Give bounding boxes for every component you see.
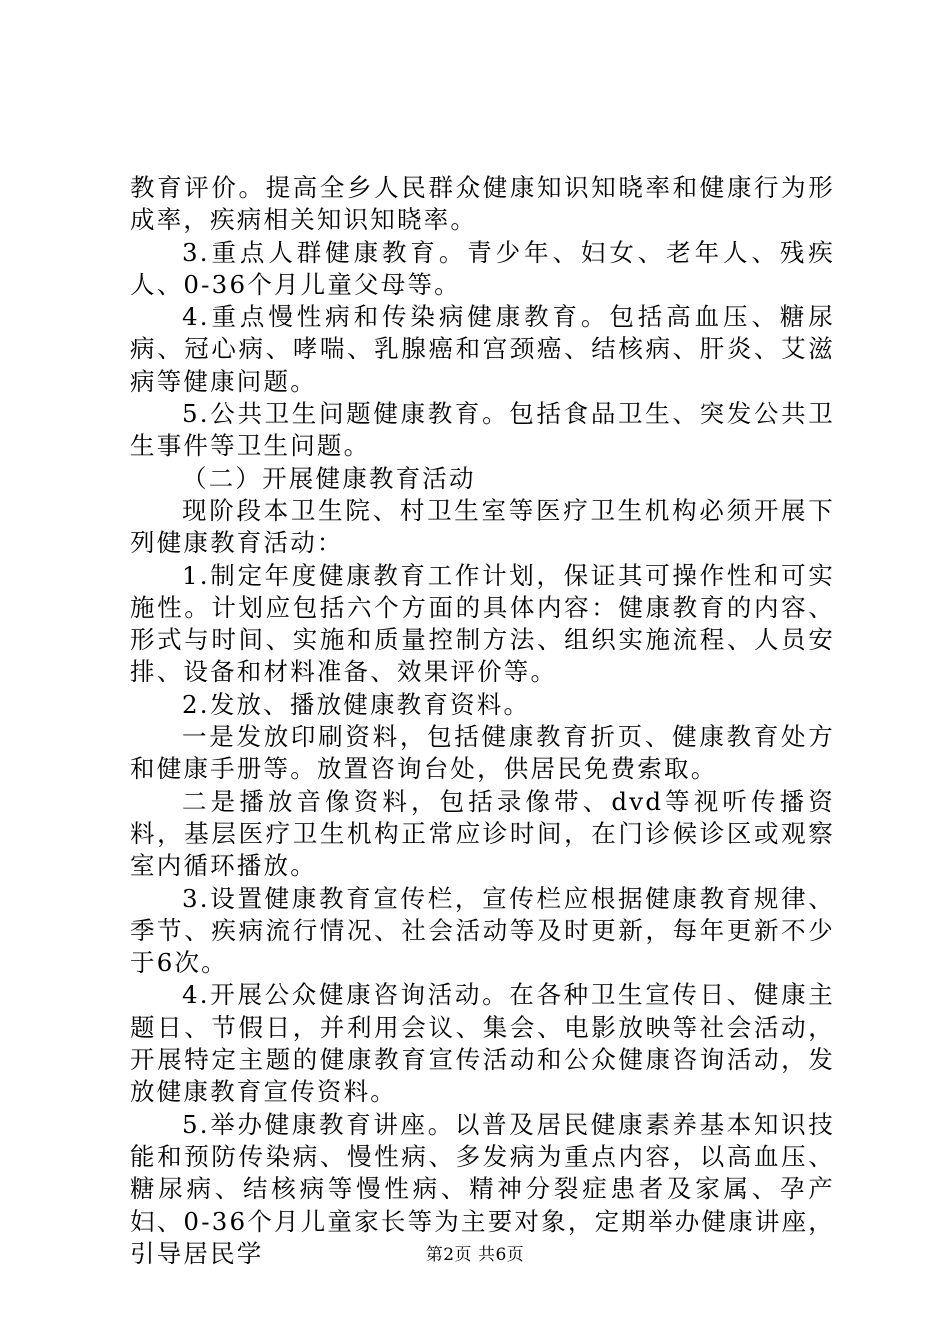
paragraph-audiovisual-materials: 二是播放音像资料，包括录像带、dvd等视听传播资料，基层医疗卫生机构正常应诊时间，在门诊候诊区或观察室内循环播放。 — [130, 786, 835, 881]
paragraph-chronic-infectious-disease: 4.重点慢性病和传染病健康教育。包括高血压、糖尿病、冠心病、哮喘、乳腺癌和宫颈癌、结核病、肝炎、艾滋病等健康问题。 — [130, 302, 835, 396]
paragraph-health-lectures: 5.举办健康教育讲座。以普及居民健康素养基本知识技能和预防传染病、慢性病、多发病为重点内容，以高血压、糖尿病、结核病等慢性病、精神分裂症患者及家属、孕产妇、0-36个月儿童家长等为主要对象，定期举办健康讲座，引导居民学 — [130, 1109, 835, 1268]
document-body — [130, 172, 835, 1270]
paragraph-distribute-materials: 2.发放、播放健康教育资料。 — [182, 689, 531, 719]
paragraph-evaluation-continued: 教育评价。提高全乡人民群众健康知识知晓率和健康行为形成率，疾病相关知识知晓率。 — [130, 173, 835, 235]
paragraph-bulletin-board: 3.设置健康教育宣传栏，宣传栏应根据健康教育规律、季节、疾病流行情况、社会活动等及时更新，每年更新不少于6次。 — [130, 883, 835, 978]
paragraph-public-health: 5.公共卫生问题健康教育。包括食品卫生、突发公共卫生事件等卫生问题。 — [130, 399, 835, 461]
paragraph-printed-materials: 一是发放印刷资料，包括健康教育折页、健康教育处方和健康手册等。放置咨询台处，供居民免费索取。 — [130, 722, 835, 784]
page-footer: 第2页 共6页 — [425, 1245, 525, 1265]
paragraph-key-population: 3.重点人群健康教育。青少年、妇女、老年人、残疾人、0-36个月儿童父母等。 — [130, 237, 835, 299]
paragraph-activities-intro: 现阶段本卫生院、村卫生室等医疗卫生机构必须开展下列健康教育活动： — [130, 495, 835, 558]
paragraph-public-consultation: 4.开展公众健康咨询活动。在各种卫生宣传日、健康主题日、节假日，并利用会议、集会、电影放映等社会活动，开展特定主题的健康教育宣传活动和公众健康咨询活动，发放健康教育宣传资料。 — [130, 980, 835, 1107]
section-heading-activities: （二）开展健康教育活动 — [182, 463, 476, 493]
paragraph-annual-plan: 1.制定年度健康教育工作计划，保证其可操作性和可实施性。计划应包括六个方面的具体内容：健康教育的内容、形式与时间、实施和质量控制方法、组织实施流程、人员安排、设备和材料准备、效果评价等。 — [130, 560, 835, 687]
